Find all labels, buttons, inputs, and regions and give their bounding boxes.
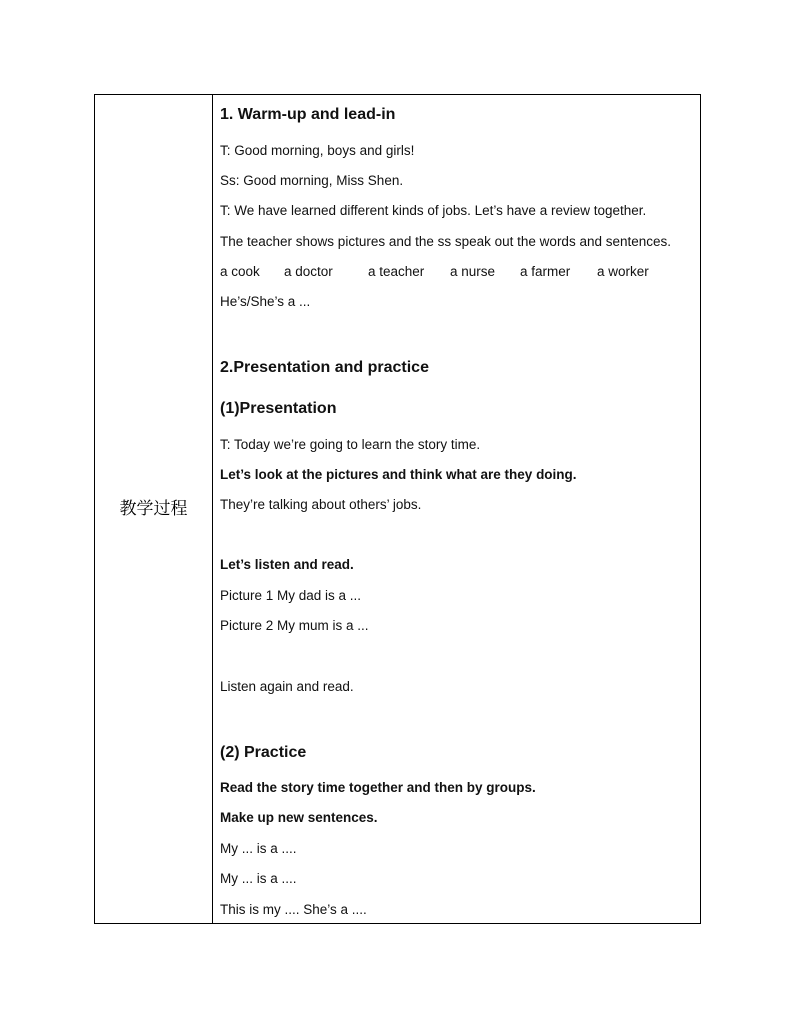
teaching-process-label: 教学过程 <box>119 499 188 519</box>
presentation-line: Picture 2 My mum is a ... <box>220 618 369 633</box>
job-word: a farmer <box>520 264 571 279</box>
practice-line: My ... is a .... <box>220 841 297 856</box>
presentation-line: Listen again and read. <box>220 679 354 694</box>
presentation-line: Let’s listen and read. <box>220 557 354 572</box>
presentation-line: Let’s look at the pictures and think what are they doing. <box>220 467 577 482</box>
practice-subheading: (2) Practice <box>220 744 307 761</box>
presentation-line: They’re talking about others’ jobs. <box>220 497 422 512</box>
sentence-pattern: He’s/She’s a ... <box>220 294 311 309</box>
practice-line: Read the story time together and then by groups. <box>220 780 536 795</box>
practice-line: My ... is a .... <box>220 871 297 886</box>
dialogue-line: Ss: Good morning, Miss Shen. <box>220 173 404 188</box>
practice-line: Make up new sentences. <box>220 810 378 825</box>
presentation-line: T: Today we’re going to learn the story time. <box>220 437 481 452</box>
job-word: a cook <box>220 264 260 279</box>
job-word: a worker <box>597 264 649 279</box>
job-word: a nurse <box>450 264 496 279</box>
label-cell <box>95 95 213 923</box>
lesson-plan-table <box>94 94 701 924</box>
presentation-line: Picture 1 My dad is a ... <box>220 588 362 603</box>
content-cell <box>213 95 700 923</box>
dialogue-line: T: Good morning, boys and girls! <box>220 143 415 158</box>
warmup-heading: 1. Warm-up and lead-in <box>220 106 396 123</box>
presentation-practice-heading: 2.Presentation and practice <box>220 359 429 376</box>
job-word: a doctor <box>284 264 333 279</box>
dialogue-line: T: We have learned different kinds of jobs. Let’s have a review together. <box>220 203 647 218</box>
practice-line: This is my .... She’s a .... <box>220 902 367 917</box>
presentation-subheading: (1)Presentation <box>220 400 337 417</box>
instruction-line: The teacher shows pictures and the ss speak out the words and sentences. <box>220 234 672 249</box>
job-word: a teacher <box>368 264 425 279</box>
